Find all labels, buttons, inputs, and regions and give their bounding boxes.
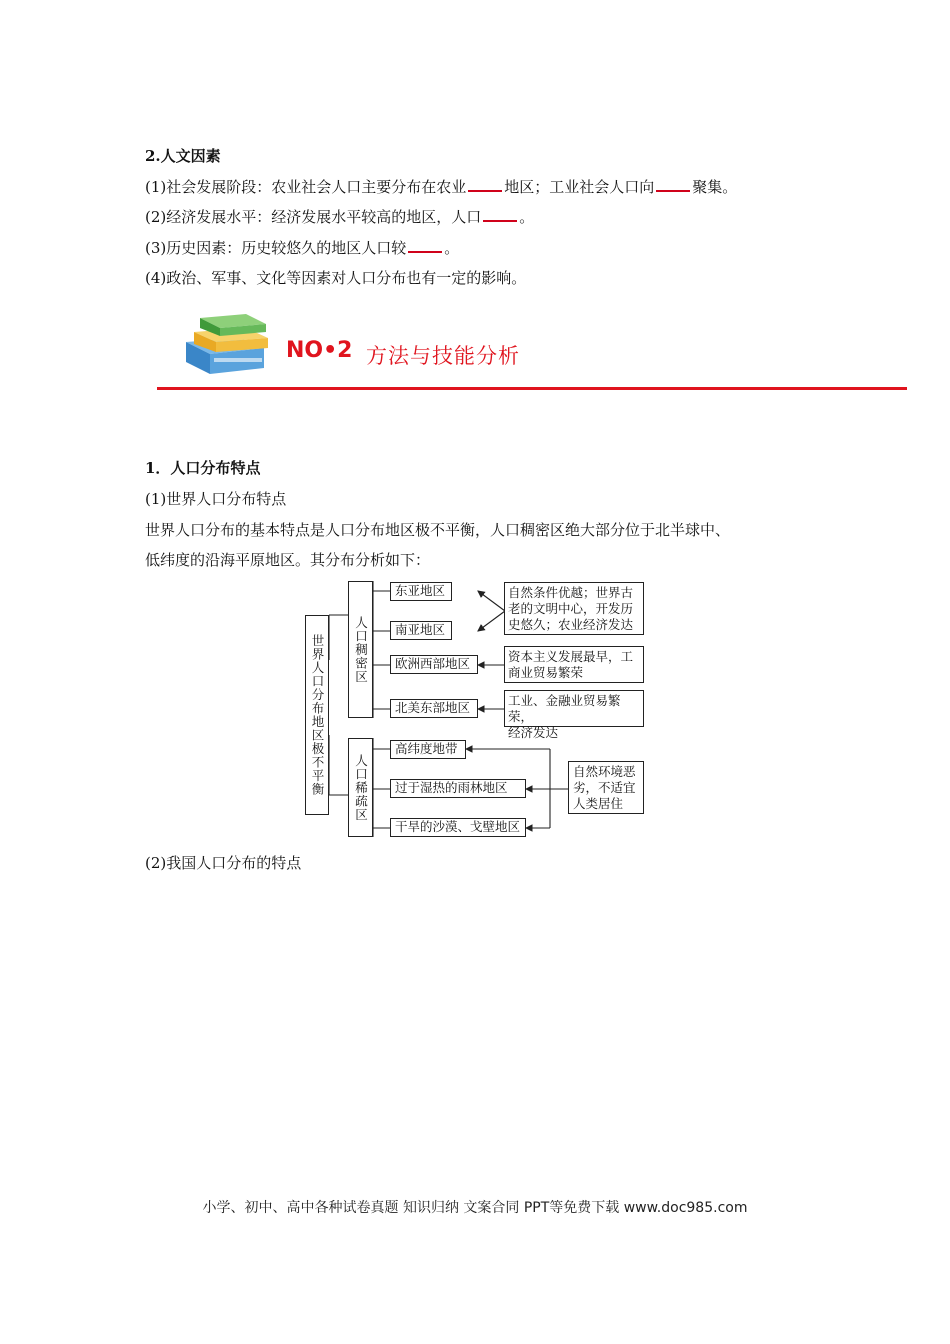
text-segment: (2)经济发展水平：经济发展水平较高的地区，人口 <box>145 208 482 226</box>
root-box: 世界人口分布地区极不平衡 <box>305 615 329 815</box>
text-segment: 。 <box>519 208 535 226</box>
reason-line: 劣，不适宜 <box>573 780 636 795</box>
distribution-diagram <box>300 575 650 845</box>
fill-blank <box>656 176 690 192</box>
text-segment: 。 <box>444 239 460 257</box>
section-heading: 2.人文因素 <box>145 147 221 165</box>
reason-line: 经济发达 <box>508 725 559 740</box>
reason-line: 商业贸易繁荣 <box>508 665 584 680</box>
paragraph-line: 世界人口分布的基本特点是人口分布地区极不平衡，人口稠密区绝大部分位于北半球中、 <box>145 521 731 539</box>
subheading: (1)世界人口分布特点 <box>145 490 287 508</box>
paragraph-item-2 <box>145 206 534 227</box>
reason-line: 人类居住 <box>573 796 624 811</box>
reason-line: 工业、金融业贸易繁荣， <box>508 693 621 724</box>
books-icon <box>180 308 276 376</box>
reason-box-asia <box>504 582 644 635</box>
reason-box-north-america <box>504 690 644 740</box>
paragraph-item-1 <box>145 176 737 197</box>
paragraph-line: 低纬度的沿海平原地区。其分布分析如下： <box>145 551 431 569</box>
text-segment: (3)历史因素：历史较悠久的地区人口较 <box>145 239 407 257</box>
reason-line: 自然环境恶 <box>573 764 636 779</box>
subheading: (2)我国人口分布的特点 <box>145 854 302 872</box>
fill-blank <box>483 206 517 222</box>
region-box-east-north-america: 北美东部地区 <box>390 699 478 718</box>
region-box-east-asia: 东亚地区 <box>390 582 452 601</box>
divider <box>157 387 907 390</box>
paragraph-item-4: (4)政治、军事、文化等因素对人口分布也有一定的影响。 <box>145 269 527 287</box>
text-segment: (1)社会发展阶段：农业社会人口主要分布在农业 <box>145 178 467 196</box>
banner-number: NO•2 <box>286 338 353 363</box>
sparse-group-box: 人口稀疏区 <box>348 738 373 837</box>
paragraph-item-3 <box>145 237 459 258</box>
region-box-south-asia: 南亚地区 <box>390 621 452 640</box>
fill-blank <box>468 176 502 192</box>
dense-group-box: 人口稠密区 <box>348 581 373 718</box>
region-box-rainforest: 过于湿热的雨林地区 <box>390 779 526 798</box>
reason-line: 老的文明中心，开发历 <box>508 601 634 616</box>
region-box-high-latitude: 高纬度地带 <box>390 740 466 759</box>
reason-line: 自然条件优越；世界古 <box>508 585 634 600</box>
reason-box-europe <box>504 646 644 683</box>
region-box-desert: 干旱的沙漠、戈壁地区 <box>390 818 526 837</box>
region-box-west-europe: 欧洲西部地区 <box>390 655 478 674</box>
text-segment: 地区；工业社会人口向 <box>504 178 655 196</box>
page-footer: 小学、初中、高中各种试卷真题 知识归纳 文案合同 PPT等免费下载 www.doc985.com <box>202 1200 748 1216</box>
fill-blank <box>408 237 442 253</box>
reason-line: 史悠久；农业经济发达 <box>508 617 634 632</box>
section-heading: 1．人口分布特点 <box>145 459 261 477</box>
banner-title: 方法与技能分析 <box>366 344 520 368</box>
text-segment: 聚集。 <box>692 178 738 196</box>
reason-box-sparse <box>568 761 644 814</box>
reason-line: 资本主义发展最早，工 <box>508 649 634 664</box>
